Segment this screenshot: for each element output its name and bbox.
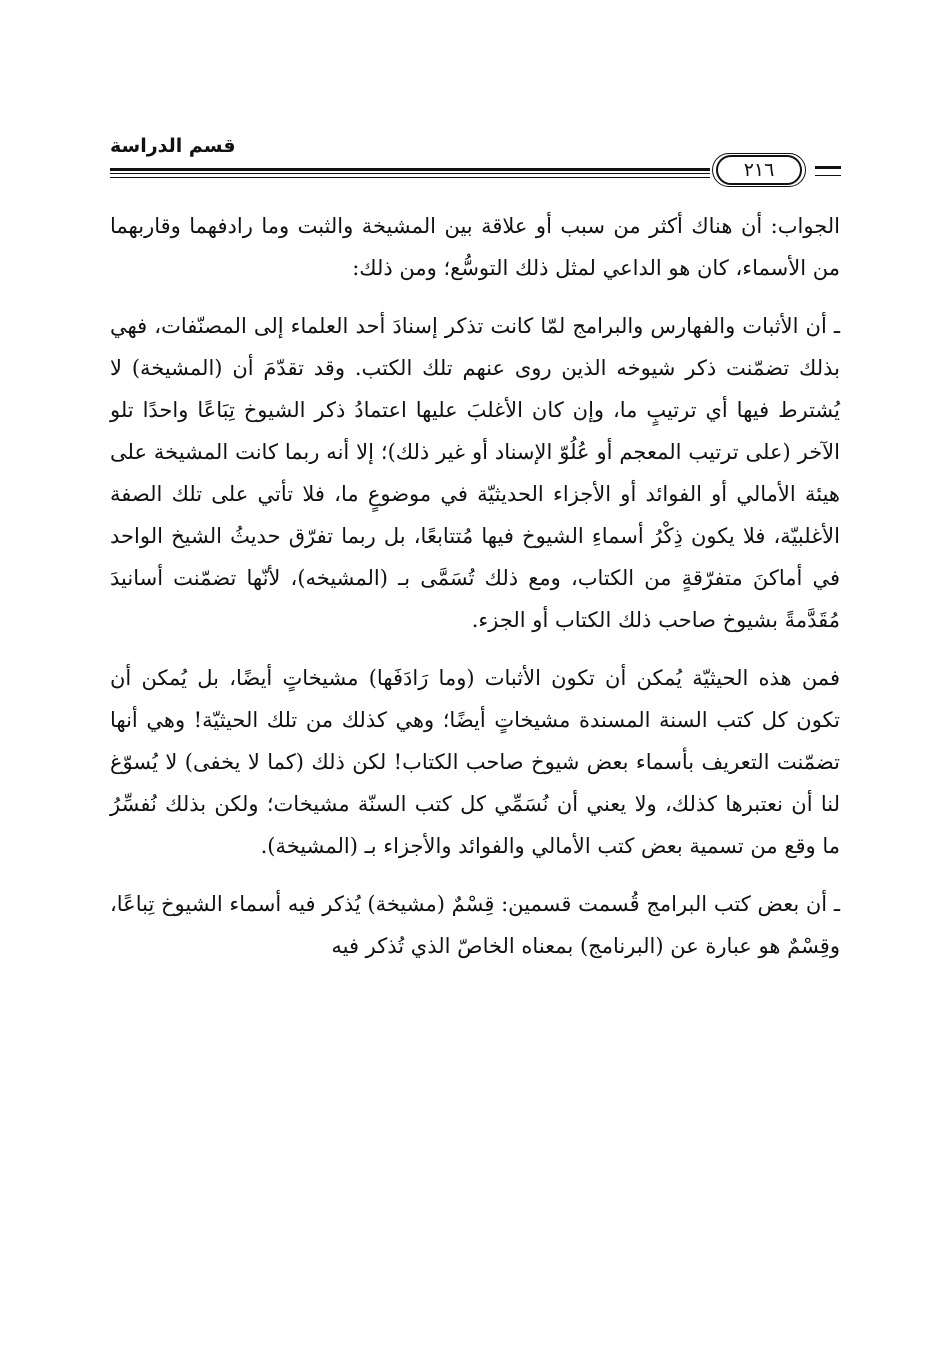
header-rule-right: [815, 166, 841, 176]
header-rule: [110, 168, 710, 178]
paragraph: ـ أن الأثبات والفهارس والبرامج لمّا كانت تذكر إسنادَ أحد العلماء إلى المصنّفات، فهي بذلك تضمّنت ذكر شيوخه الذين روى عنهم تلك الكتب. وقد تقدّمَ أن (المشيخة) لا يُشترط فيها أي ترتيبٍ ما، وإن كان الأغلبَ عليها اعتمادُ ذكر الشيوخ تِبَاعًا واحدًا تلو الآخر (على ترتيب المعجم أو عُلُوّ الإسناد أو غير ذلك)؛ إلا أنه ربما كانت المشيخة على هيئة الأمالي أو الفوائد أو الأجزاء الحديثيّة في موضوعٍ ما، فلا تأتي على تلك الصفة الأغلبيّة، فلا يكون ذِكْرُ أسماءِ الشيوخ فيها مُتتابعًا، بل ربما تفرّق حديثُ الشيخ الواحد في أماكنَ متفرّقةٍ من الكتاب، ومع ذلك تُسَمَّى بـ (المشيخه)، لأنّها تضمّنت أسانيدَ مُقَدَّمةً بشيوخ صاحب ذلك الكتاب أو الجزء.: [110, 314, 840, 632]
paragraph: ـ أن بعض كتب البرامج قُسمت قسمين: قِسْمٌ (مشيخة) يُذكر فيه أسماء الشيوخ تِباعًا، وقِسْمٌ هو عبارة عن (البرنامج) بمعناه الخاصّ الذي تُذكر فيه: [110, 892, 840, 958]
paragraph: الجواب: أن هناك أكثر من سبب أو علاقة بين المشيخة والثبت وما رادفهما وقاربهما من الأسماء، كان هو الداعي لمثل ذلك التوسُّع؛ ومن ذلك:: [110, 214, 840, 280]
page-number: ٢١٦: [716, 155, 802, 185]
section-title: قسم الدراسة: [110, 135, 236, 157]
body-text: [110, 205, 840, 983]
paragraph: فمن هذه الحيثيّة يُمكن أن تكون الأثبات (وما رَادَفَها) مشيخاتٍ أيضًا، بل يُمكن أن تكون كل كتب السنة المسندة مشيخاتٍ أيضًا؛ وهي كذلك من تلك الحيثيّة! وهي أنها تضمّنت التعريف بأسماء بعض شيوخ صاحب الكتاب! لكن ذلك (كما لا يخفى) لا يُسوّغ لنا أن نعتبرها كذلك، ولا يعني أن نُسَمِّي كل كتب السنّة مشيخات؛ ولكن بذلك نُفسِّرُ ما وقع من تسمية بعض كتب الأمالي والفوائد والأجزاء بـ (المشيخة).: [110, 666, 840, 858]
